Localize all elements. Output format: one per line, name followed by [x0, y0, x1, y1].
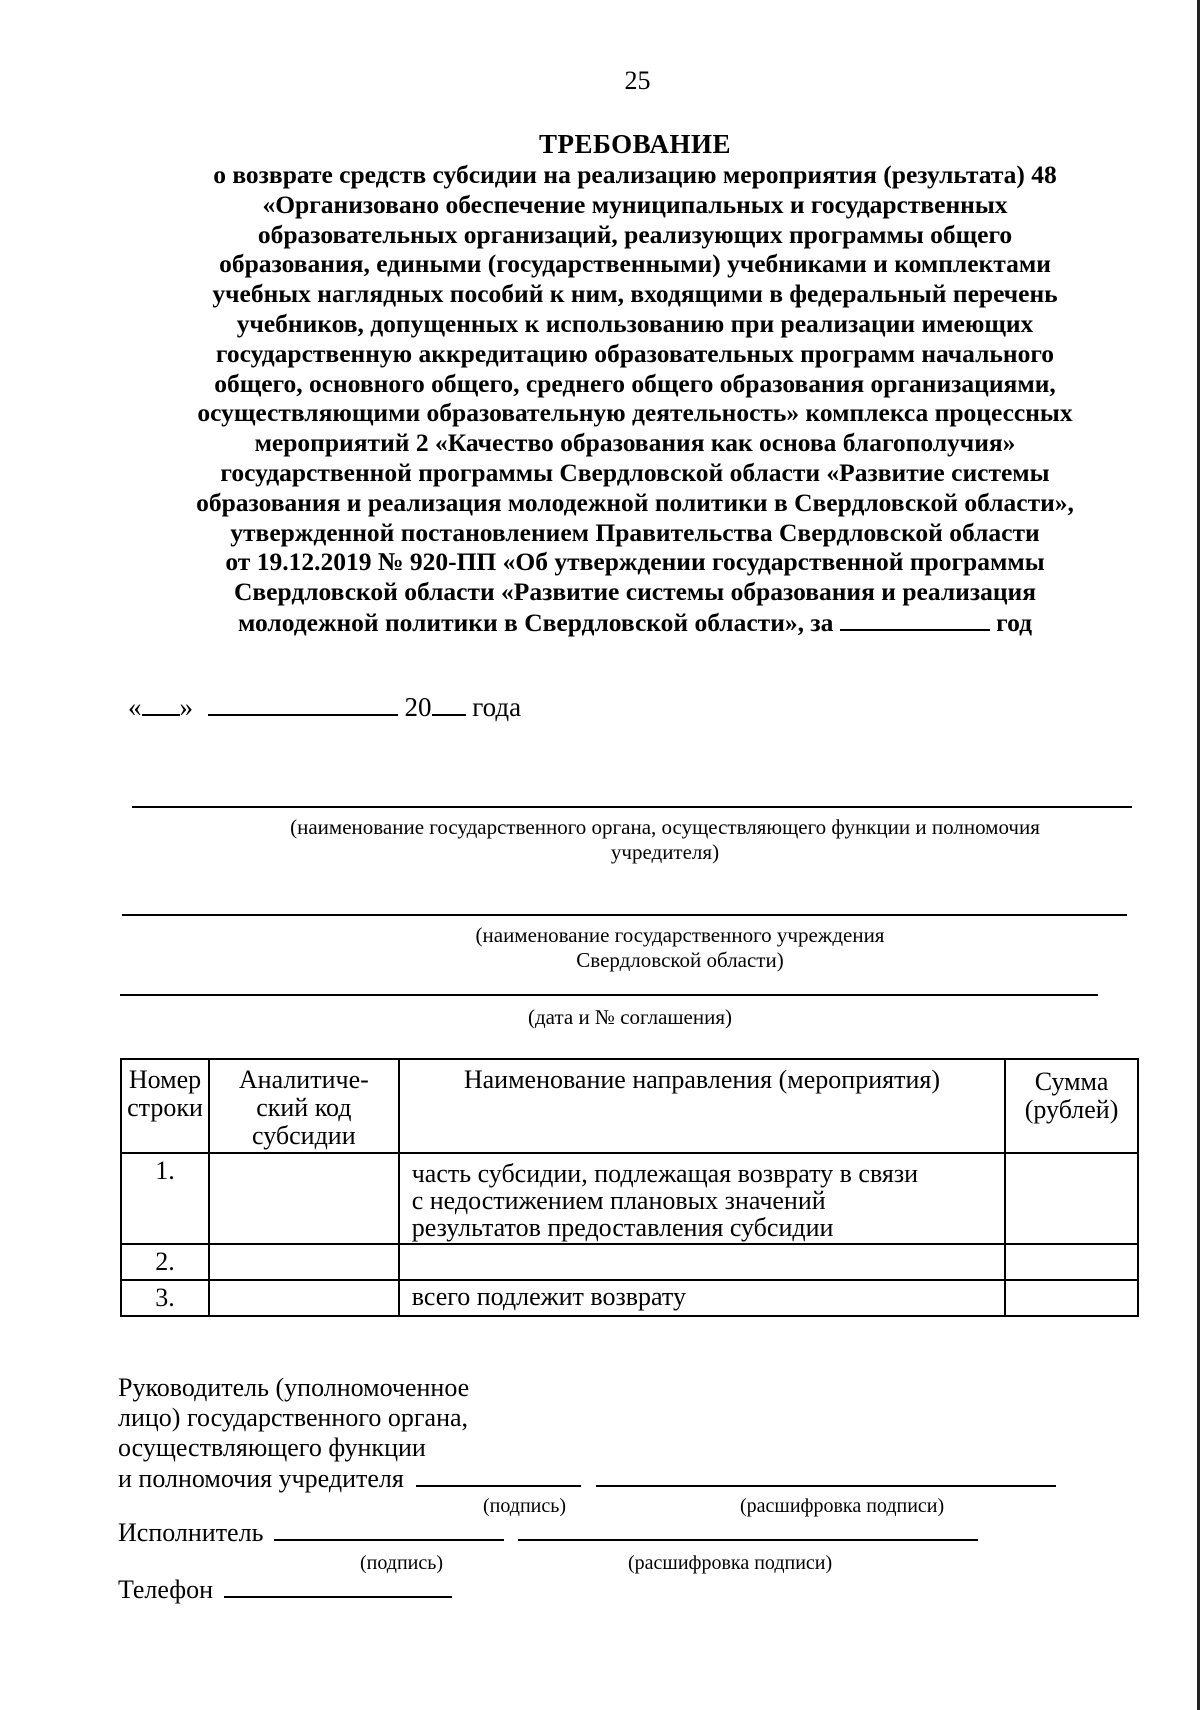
organ-name-caption: [200, 815, 1130, 865]
head-title-line: осуществляющего функции: [118, 1433, 426, 1462]
header-sum: Сумма (рублей): [1005, 1059, 1138, 1153]
month-blank[interactable]: [208, 692, 398, 716]
executor-signature-blank[interactable]: [274, 1517, 504, 1541]
organ-name-line[interactable]: [132, 806, 1132, 808]
caption-line: учредителя): [610, 840, 720, 864]
subtitle-last-prefix: молодежной политики в Свердловской области», за: [237, 607, 834, 637]
date-line: [128, 692, 521, 723]
row-name-cell: часть субсидии, подлежащая возврату в связи с недостижением плановых значений результатов предоставления субсидии: [399, 1153, 1005, 1244]
subtitle-line: государственной программы Свердловской области «Развитие системы: [220, 457, 1050, 487]
year-suffix: года: [472, 692, 522, 722]
header-row-number: Номер строки: [121, 1059, 209, 1153]
executor-decode-blank[interactable]: [518, 1517, 978, 1541]
subtitle-line: образовательных организаций, реализующих программы общего: [257, 219, 1013, 249]
row-number: 1.: [121, 1153, 209, 1244]
document-header: [120, 128, 1150, 638]
row-name-cell[interactable]: [399, 1244, 1005, 1280]
table-row: [121, 1244, 1138, 1280]
head-title-line-last: и полномочия учредителя: [118, 1463, 1056, 1494]
head-signature-blank[interactable]: [416, 1463, 581, 1487]
table-header-row: [121, 1059, 1138, 1153]
row-code-cell[interactable]: [209, 1153, 399, 1244]
caption-line: Свердловской области): [576, 948, 784, 972]
subtitle-line: общего, основного общего, среднего общего образования организациями,: [214, 368, 1056, 398]
caption-line: (наименование государственного учреждения: [475, 923, 885, 947]
institution-name-line[interactable]: [122, 914, 1127, 916]
document-title: ТРЕБОВАНИЕ: [539, 129, 731, 159]
head-decode-blank[interactable]: [596, 1463, 1056, 1487]
page-number: 25: [624, 66, 651, 95]
subtitle-line: от 19.12.2019 № 920-ПП «Об утверждении государственной программы: [225, 547, 1045, 577]
executor-signature-caption: (подпись): [360, 1552, 444, 1574]
subtitle-line: учебных наглядных пособий к ним, входящими в федеральный перечень: [212, 279, 1058, 309]
return-table: [120, 1058, 1139, 1317]
subtitle-last-suffix: год: [996, 607, 1033, 637]
year-blank[interactable]: [840, 607, 990, 631]
subtitle-line: Свердловской области «Развитие системы образования и реализация: [233, 577, 1037, 607]
table-row: [121, 1153, 1138, 1244]
row-sum-cell[interactable]: [1005, 1244, 1138, 1280]
head-signature-block: [118, 1373, 1056, 1494]
row-code-cell[interactable]: [209, 1244, 399, 1280]
date-open-quote: «: [128, 692, 142, 722]
date-close-quote: »: [179, 692, 193, 722]
table-row: [121, 1280, 1138, 1316]
year-prefix: 20: [404, 692, 432, 722]
head-title-line: лицо) государственного органа,: [118, 1403, 469, 1432]
head-title-line: Руководитель (уполномоченное: [118, 1373, 470, 1402]
executor-label: Исполнитель: [118, 1518, 264, 1547]
subtitle-line: мероприятий 2 «Качество образования как основа благополучия»: [254, 428, 1016, 458]
phone-blank[interactable]: [224, 1574, 452, 1598]
subtitle-line: утвержденной постановлением Правительства Свердловской области: [230, 517, 1040, 547]
year-digits-blank[interactable]: [432, 692, 466, 716]
phone-line: [118, 1574, 452, 1605]
row-name-cell: всего подлежит возврату: [399, 1280, 1005, 1316]
executor-decode-caption: (расшифровка подписи): [628, 1552, 833, 1574]
agreement-caption: (дата и № соглашения): [527, 1005, 733, 1029]
row-sum-cell[interactable]: [1005, 1280, 1138, 1316]
document-subtitle: [120, 160, 1150, 638]
row-number: 3.: [121, 1280, 209, 1316]
subtitle-line: учебников, допущенных к использованию при реализации имеющих: [236, 308, 1034, 338]
subtitle-line: образования и реализация молодежной политики в Свердловской области»,: [196, 487, 1074, 517]
institution-name-caption: [380, 923, 980, 973]
head-signature-caption: (подпись): [483, 1495, 567, 1517]
subtitle-line: «Организовано обеспечение муниципальных и государственных: [262, 189, 1008, 219]
agreement-line[interactable]: [120, 994, 1098, 996]
subtitle-line: о возврате средств субсидии на реализацию мероприятия (результата) 48: [213, 160, 1057, 189]
caption-line: (наименование государственного органа, осуществляющего функции и полномочия: [290, 815, 1040, 839]
row-code-cell[interactable]: [209, 1280, 399, 1316]
row-sum-cell[interactable]: [1005, 1153, 1138, 1244]
subtitle-line: образования, едиными (государственными) учебниками и комплектами: [219, 249, 1051, 279]
row-number: 2.: [121, 1244, 209, 1280]
day-blank[interactable]: [142, 692, 180, 716]
head-decode-caption: (расшифровка подписи): [740, 1495, 945, 1517]
phone-label: Телефон: [118, 1575, 214, 1604]
subtitle-line: государственную аккредитацию образовательных программ начального: [215, 338, 1055, 368]
subtitle-line-last: [120, 607, 1150, 638]
executor-line: [118, 1517, 978, 1548]
header-analytic-code: Аналитиче- ский код субсидии: [209, 1059, 399, 1153]
subtitle-line: осуществляющими образовательную деятельность» комплекса процессных: [197, 398, 1073, 428]
header-direction-name: Наименование направления (мероприятия): [399, 1059, 1005, 1153]
